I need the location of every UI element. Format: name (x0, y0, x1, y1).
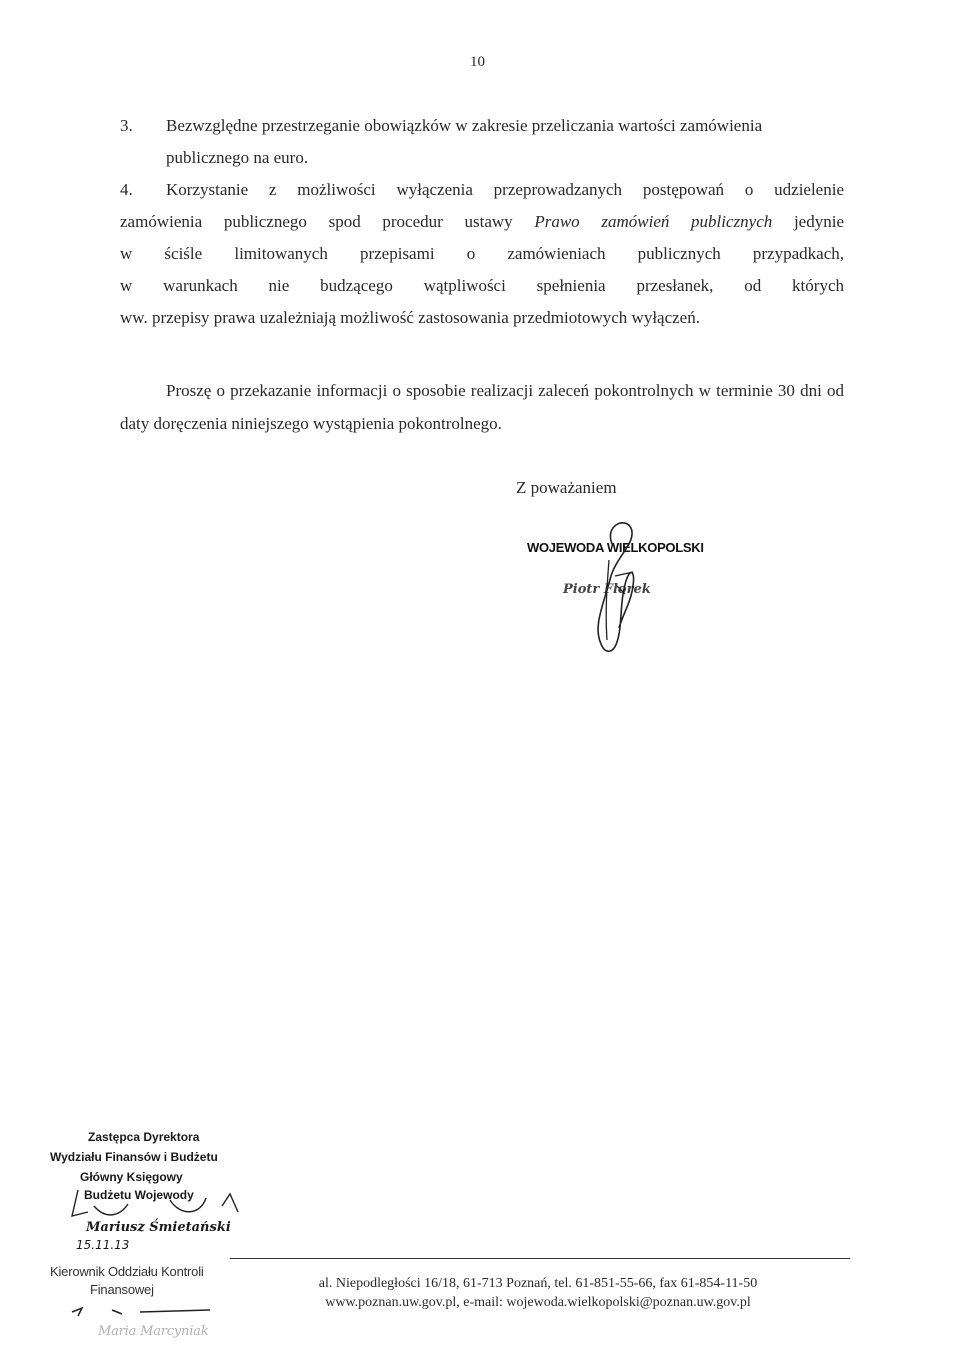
stamp-line: Wydziału Finansów i Budżetu (50, 1150, 218, 1164)
stamp-line: Budżetu Wojewody (84, 1188, 194, 1202)
recommendation-item-4 (120, 174, 844, 334)
footer-contact: www.poznan.uw.gov.pl, e-mail: wojewoda.wielkopolski@poznan.uw.gov.pl (325, 1295, 751, 1310)
item-line: publicznego na euro. (166, 148, 309, 167)
item-line: w warunkach nie budzącego wątpliwości spełnienia przesłanek, od których (120, 276, 844, 295)
act-title: Prawo zamówień publicznych (534, 212, 773, 231)
handwritten-signature (50, 1300, 240, 1324)
item-line (120, 206, 844, 238)
stamp-line: Główny Księgowy (80, 1170, 183, 1184)
item-line-text: zamówienia publicznego spod procedur ustawy (120, 212, 535, 231)
footer-divider (230, 1258, 850, 1259)
request-paragraph: Proszę o przekazanie informacji o sposobie realizacji zaleceń pokontrolnych w terminie 30 dni od daty doręczenia niniejszego wystąpienia pokontrolnego. (120, 381, 844, 433)
closing-phrase: Z poważaniem (516, 478, 617, 497)
voivode-signature-stamp (505, 516, 725, 666)
page-number: 10 (470, 54, 485, 70)
stamp-line: Kierownik Oddziału Kontroli (50, 1264, 204, 1279)
item-line: Korzystanie z możliwości wyłączenia przeprowadzanych postępowań o udzielenie (166, 180, 844, 199)
recommendation-item-3 (120, 110, 844, 174)
stamp-line: Zastępca Dyrektora (88, 1130, 200, 1144)
item-number: 4. (120, 180, 133, 199)
deputy-director-stamp (50, 1130, 260, 1255)
item-line: w ściśle limitowanych przepisami o zamówieniach publicznych przypadkach, (120, 244, 844, 263)
item-line-text: jedynie (772, 212, 844, 231)
item-text (120, 174, 844, 334)
stamp-name: Piotr Florek (563, 582, 651, 597)
handwritten-date: 15.11.13 (76, 1238, 130, 1252)
stamp-title: WOJEWODA WIELKOPOLSKI (527, 540, 704, 555)
item-line: Bezwzględne przestrzeganie obowiązków w zakresie przeliczania wartości zamówienia (166, 116, 763, 135)
stamp-line: Finansowej (90, 1282, 154, 1297)
handwritten-signature (505, 516, 725, 666)
footer-address: al. Niepodległości 16/18, 61-713 Poznań, tel. 61-851-55-66, fax 61-854-11-50 (318, 1276, 758, 1291)
stamp-name: Maria Marcyniak (98, 1324, 209, 1339)
inspection-head-stamp (50, 1264, 240, 1354)
item-number: 3. (120, 116, 133, 135)
stamp-name: Mariusz Śmietański (86, 1220, 231, 1235)
item-line: ww. przepisy prawa uzależniają możliwość zastosowania przedmiotowych wyłączeń. (120, 308, 700, 327)
item-text (166, 110, 844, 174)
